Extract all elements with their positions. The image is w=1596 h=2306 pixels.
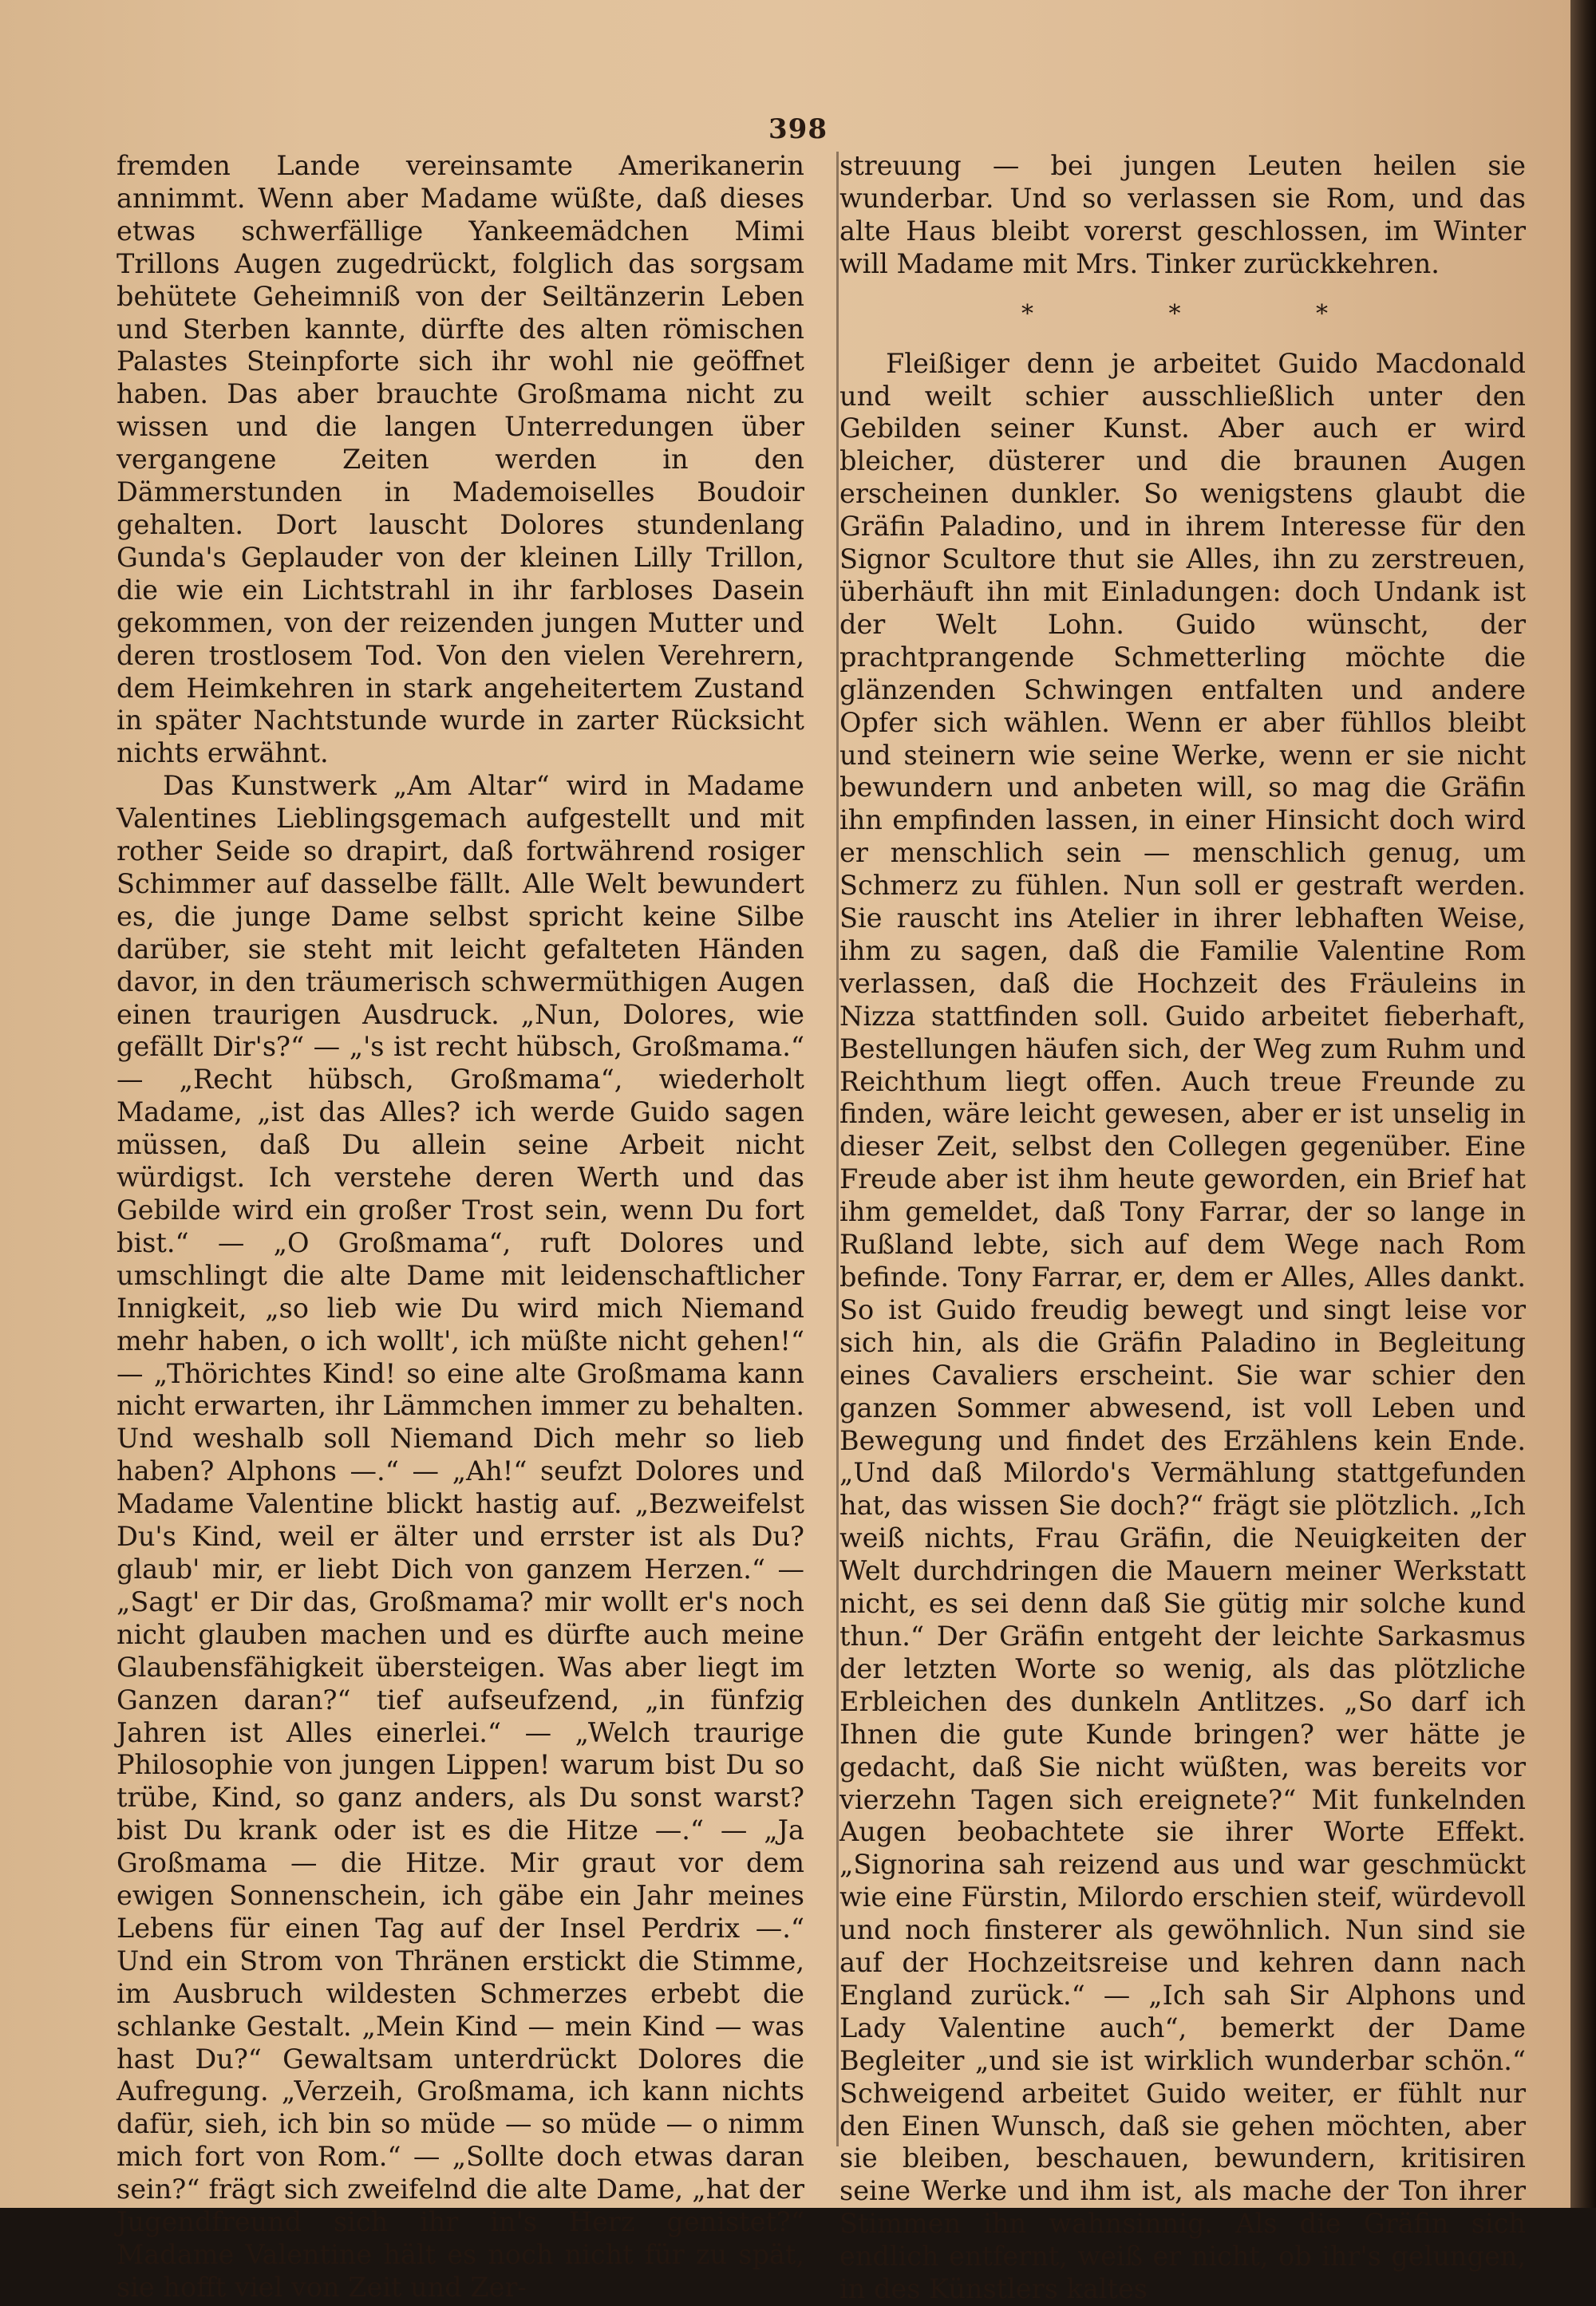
column-divider	[836, 152, 839, 2146]
right-column	[839, 150, 1526, 2306]
page-number: 398	[768, 113, 828, 145]
right-paragraph-1: streuung — bei jungen Leuten heilen sie wunderbar. Und so verlassen sie Rom, und das alte Haus bleibt vorerst geschlossen, im Winter will Madame mit Mrs. Tinker zurückkehren.	[839, 150, 1526, 279]
book-binding-edge	[1570, 0, 1596, 2208]
section-break-asterisks: * * *	[1021, 299, 1393, 328]
left-paragraph-2: Das Kunstwerk „Am Altar“ wird in Madame Valentines Lieblingsgemach aufgestellt und mit rother Seide so drapirt, daß fortwährend rosiger Schimmer auf dasselbe fällt. Alle Welt bewundert es, die junge Dame selbst spricht keine Silbe darüber, sie steht mit leicht gefalteten Händen davor, in den träumerisch schwermüthigen Augen einen traurigen Ausdruck. „Nun, Dolores, wie gefällt Dir's?“ — „'s ist recht hübsch, Großmama.“ — „Recht hübsch, Großmama“, wiederholt Madame, „ist das Alles? ich werde Guido sagen müssen, daß Du allein seine Arbeit nicht würdigst. Ich verstehe deren Werth und das Gebilde wird ein großer Trost sein, wenn Du fort bist.“ — „O Großmama“, ruft Dolores und umschlingt die alte Dame mit leidenschaftlicher Innigkeit, „so lieb wie Du wird mich Niemand mehr haben, o ich wollt', ich müßte nicht gehen!“ — „Thörichtes Kind! so eine alte Großmama kann nicht erwarten, ihr Lämmchen immer zu behalten. Und weshalb soll Niemand Dich mehr so lieb haben? Alphons —.“ — „Ah!“ seufzt Dolores und Madame Valentine blickt hastig auf. „Bezweifelst Du's Kind, weil er älter und errster ist als Du? glaub' mir, er liebt Dich von ganzem Herzen.“ — „Sagt' er Dir das, Großmama? mir wollt er's noch nicht glauben machen und es dürfte auch meine Glaubensfähigkeit übersteigen. Was aber liegt im Ganzen daran?“ tief aufseufzend, „in fünfzig Jahren ist Alles einerlei.“ — „Welch traurige Philosophie von jungen Lippen! warum bist Du so trübe, Kind, so ganz anders, als Du sonst warst? bist Du krank oder ist es die Hitze —.“ — „Ja Großmama — die Hitze. Mir graut vor dem ewigen Sonnenschein, ich gäbe ein Jahr meines Lebens für einen Tag auf der Insel Perdrix —.“ Und ein Strom von Thränen erstickt die Stimme, im Ausbruch wildesten Schmerzes erbebt die schlanke Gestalt. „Mein Kind — mein Kind — was hast Du?“ Gewaltsam unterdrückt Dolores die Aufregung. „Verzeih, Großmama, ich kann nichts dafür, sieh, ich bin so müde — so müde — o nimm mich fort von Rom.“ — „Sollte doch etwas daran sein?“ frägt sich zweifelnd die alte Dame, „hat der Jugendfreund sich ihr in's Herz genistet?“ Madame Valentine hält es noch nicht für zu spät, sie hofft viel von Zeit und Zer-	[117, 770, 804, 2303]
right-paragraph-2: Fleißiger denn je arbeitet Guido Macdonald und weilt schier ausschließlich unter den Gebilden seiner Kunst. Aber auch er wird bleicher, düsterer und die braunen Augen erscheinen dunkler. So wenigstens glaubt die Gräfin Paladino, und in ihrem Interesse für den Signor Scultore thut sie Alles, ihn zu zerstreuen, überhäuft ihn mit Einladungen: doch Undank ist der Welt Lohn. Guido wünscht, der prachtprangende Schmetterling möchte die glänzenden Schwingen entfalten und andere Opfer sich wählen. Wenn er aber fühllos bleibt und steinern wie seine Werke, wenn er sie nicht bewundern und anbeten will, so mag die Gräfin ihn empfinden lassen, in einer Hinsicht doch wird er menschlich sein — menschlich genug, um Schmerz zu fühlen. Nun soll er gestraft werden. Sie rauscht ins Atelier in ihrer lebhaften Weise, ihm zu sagen, daß die Familie Valentine Rom verlassen, daß die Hochzeit des Fräuleins in Nizza stattfinden soll. Guido arbeitet fieberhaft, Bestellungen häufen sich, der Weg zum Ruhm und Reichthum liegt offen. Auch treue Freunde zu finden, wäre leicht gewesen, aber er ist unselig in dieser Zeit, selbst den Collegen gegenüber. Eine Freude aber ist ihm heute geworden, ein Brief hat ihm gemeldet, daß Tony Farrar, der so lange in Rußland lebte, sich auf dem Wege nach Rom befinde. Tony Farrar, er, dem er Alles, Alles dankt. So ist Guido freudig bewegt und singt leise vor sich hin, als die Gräfin Paladino in Begleitung eines Cavaliers erscheint. Sie war schier den ganzen Sommer abwesend, ist voll Leben und Bewegung und findet des Erzählens kein Ende. „Und daß Milordo's Vermählung stattgefunden hat, das wissen Sie doch?“ frägt sie plötzlich. „Ich weiß nichts, Frau Gräfin, die Neuigkeiten der Welt durchdringen die Mauern meiner Werkstatt nicht, es sei denn daß Sie gütig mir solche kund thun.“ Der Gräfin entgeht der leichte Sarkasmus der letzten Worte so wenig, als das plötzliche Erbleichen des dunkeln Antlitzes. „So darf ich Ihnen die gute Kunde bringen? wer hätte je gedacht, daß Sie nicht wüßten, was bereits vor vierzehn Tagen sich ereignete?“ Mit funkelnden Augen beobachtete sie ihrer Worte Effekt. „Signorina sah reizend aus und war geschmückt wie eine Fürstin, Milordo erschien steif, würdevoll und noch finsterer als gewöhnlich. Nun sind sie auf der Hochzeitsreise und kehren dann nach England zurück.“ — „Ich sah Sir Alphons und Lady Valentine auch“, bemerkt der Dame Begleiter „und sie ist wirklich wunderbar schön.“ Schweigend arbeitet Guido weiter, er fühlt nur den Einen Wunsch, daß sie gehen möchten, aber sie bleiben, beschauen, bewundern, kritisiren seine Werke und ihm ist, als mache der Ton ihrer Stimmen ihn wahnsinnig. Als die Gräfin sich endlich entfernt, weiß er nicht, ob ihr's gelungen, in des Künstlers kaltes	[839, 347, 1526, 2305]
left-paragraph-1: fremden Lande vereinsamte Amerikanerin annimmt. Wenn aber Madame wüßte, daß dieses etwas schwerfällige Yankeemädchen Mimi Trillons Augen zugedrückt, folglich das sorgsam behütete Geheimniß von der Seiltänzerin Leben und Sterben kannte, dürfte des alten römischen Palastes Steinpforte sich ihr wohl nie geöffnet haben. Das aber brauchte Großmama nicht zu wissen und die langen Unterredungen über vergangene Zeiten werden in den Dämmerstunden in Mademoiselles Boudoir gehalten. Dort lauscht Dolores stundenlang Gunda's Geplauder von der kleinen Lilly Trillon, die wie ein Lichtstrahl in ihr farbloses Dasein gekommen, von der reizenden jungen Mutter und deren trostlosem Tod. Von den vielen Verehrern, dem Heimkehren in stark angeheitertem Zustand in später Nachtstunde wurde in zarter Rücksicht nichts erwähnt.	[117, 150, 804, 769]
left-column	[117, 150, 804, 2304]
